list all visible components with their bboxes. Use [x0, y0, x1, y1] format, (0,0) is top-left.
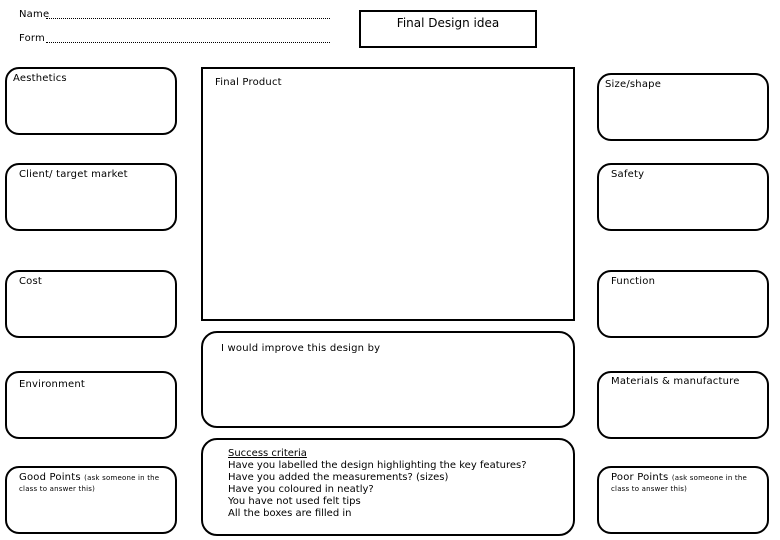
size-shape-box[interactable] — [597, 73, 769, 141]
safety-label: Safety — [611, 169, 645, 180]
good-points-note-2: class to answer this) — [19, 485, 96, 493]
title-box — [359, 10, 537, 48]
success-criteria-box — [201, 438, 575, 536]
page-title: Final Design idea — [396, 16, 500, 30]
client-target-market-label: Client/ target market — [19, 169, 128, 180]
cost-box[interactable] — [5, 270, 177, 338]
name-label: Name — [19, 9, 50, 20]
materials-manufacture-box[interactable] — [597, 371, 769, 439]
improve-label: I would improve this design by — [221, 343, 381, 354]
safety-box[interactable] — [597, 163, 769, 231]
success-criteria-item: You have not used felt tips — [228, 496, 361, 507]
good-points-label — [19, 472, 159, 483]
good-points-note-1: (ask someone in the — [84, 474, 160, 482]
materials-manufacture-label: Materials & manufacture — [611, 376, 740, 387]
form-label: Form — [19, 33, 45, 44]
poor-points-box[interactable] — [597, 466, 769, 534]
success-criteria-title: Success criteria — [228, 448, 307, 459]
name-line[interactable] — [46, 18, 330, 19]
form-line[interactable] — [46, 42, 330, 43]
environment-label: Environment — [19, 379, 86, 390]
poor-points-note-2: class to answer this) — [611, 485, 688, 493]
success-criteria-item: Have you coloured in neatly? — [228, 484, 374, 495]
client-target-market-box[interactable] — [5, 163, 177, 231]
aesthetics-box[interactable] — [5, 67, 177, 135]
aesthetics-label: Aesthetics — [13, 73, 67, 84]
success-criteria-item: Have you added the measurements? (sizes) — [228, 472, 449, 483]
final-product-label: Final Product — [215, 77, 282, 88]
good-points-title: Good Points — [19, 472, 81, 483]
poor-points-title: Poor Points — [611, 472, 669, 483]
function-label: Function — [611, 276, 656, 287]
function-box[interactable] — [597, 270, 769, 338]
size-shape-label: Size/shape — [605, 79, 662, 90]
poor-points-label — [611, 472, 747, 483]
poor-points-note-1: (ask someone in the — [671, 474, 747, 482]
environment-box[interactable] — [5, 371, 177, 439]
success-criteria-item: All the boxes are filled in — [228, 508, 352, 519]
success-criteria-item: Have you labelled the design highlighting the key features? — [228, 460, 527, 471]
final-product-box[interactable] — [201, 67, 575, 321]
good-points-box[interactable] — [5, 466, 177, 534]
cost-label: Cost — [19, 276, 43, 287]
improve-box[interactable] — [201, 331, 575, 428]
